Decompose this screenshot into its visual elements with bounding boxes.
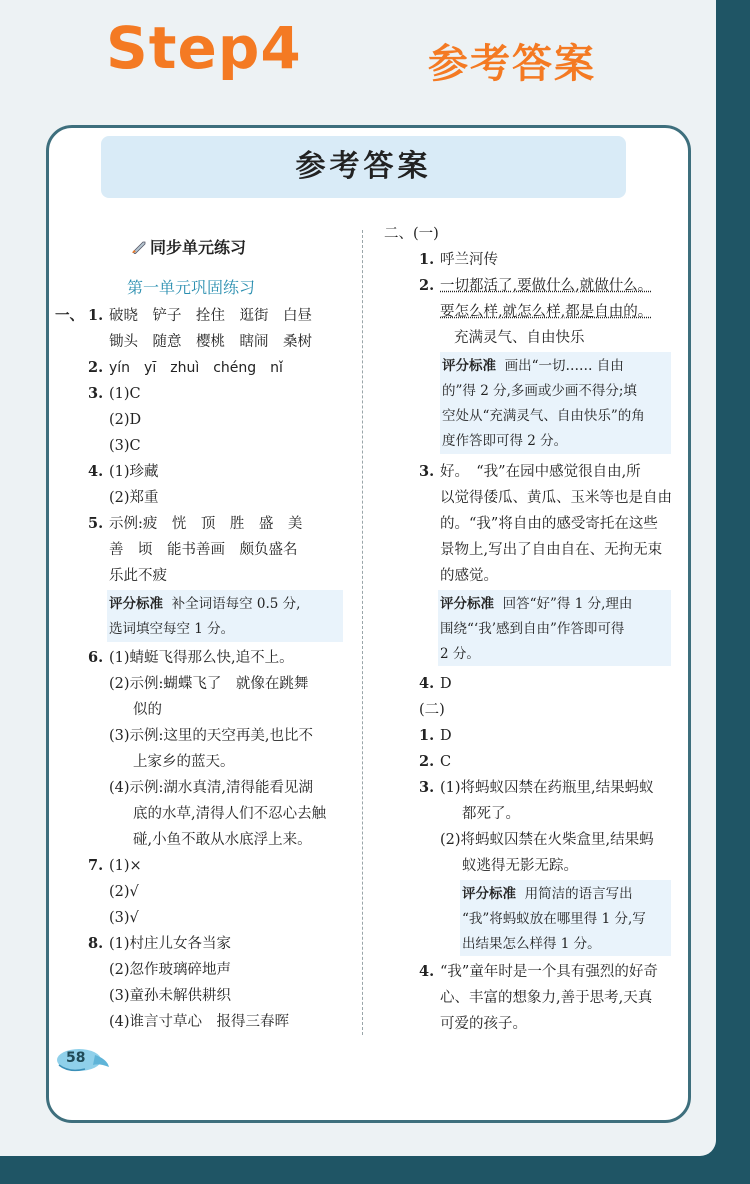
s4-line-3: 可爱的孩子。 bbox=[440, 1016, 527, 1032]
r2-score-line-2: 的”得 2 分,多画或少画不得分;填 bbox=[442, 383, 637, 399]
s3-number: 3. bbox=[419, 779, 435, 796]
r1-number: 1. bbox=[419, 251, 435, 268]
r3-line-4: 景物上,写出了自由自在、无拘无束 bbox=[440, 542, 663, 558]
q3-a: (1)C bbox=[109, 386, 141, 402]
s4-line-1: “我”童年时是一个具有强烈的好奇 bbox=[440, 964, 658, 980]
s3-1a: (1)将蚂蚁囚禁在药瓶里,结果蚂蚁 bbox=[440, 780, 654, 796]
q1-line-1: 破晓 铲子 拴住 逛街 白昼 bbox=[109, 308, 312, 324]
r3-number: 3. bbox=[419, 463, 435, 480]
q7-number: 7. bbox=[88, 857, 104, 874]
q1-number: 1. bbox=[88, 307, 104, 324]
q8-2: (2)忽作玻璃碎地声 bbox=[109, 962, 232, 978]
r3-score-line-2: 围绕“‘我’感到自由”作答即可得 bbox=[440, 621, 625, 637]
q6-1: (1)蜻蜓飞得那么快,追不上。 bbox=[109, 650, 294, 666]
s4-number: 4. bbox=[419, 963, 435, 980]
q8-1: (1)村庄儿女各当家 bbox=[109, 936, 232, 952]
s2-number: 2. bbox=[419, 753, 435, 770]
q6-3b: 上家乡的蓝天。 bbox=[133, 754, 235, 770]
s1-answer: D bbox=[440, 728, 452, 744]
s3-1b: 都死了。 bbox=[462, 806, 520, 822]
r3-line-3: 的。“我”将自由的感受寄托在这些 bbox=[440, 516, 658, 532]
r2-score-box bbox=[440, 352, 671, 454]
score-label: 评分标准 bbox=[442, 358, 496, 374]
q6-4b: 底的水草,清得人们不忍心去触 bbox=[133, 806, 327, 822]
q3-number: 3. bbox=[88, 385, 104, 402]
q4-a: (1)珍藏 bbox=[109, 464, 159, 480]
s3-score-box bbox=[460, 880, 671, 956]
q5-number: 5. bbox=[88, 515, 104, 532]
step-title: Step4 bbox=[106, 14, 302, 82]
r4-number: 4. bbox=[419, 675, 435, 692]
s3-score-line-2: “我”将蚂蚁放在哪里得 1 分,写 bbox=[462, 911, 646, 927]
page-number: 58 bbox=[66, 1050, 86, 1066]
q7-1: (1)× bbox=[109, 858, 142, 874]
q5-line-2: 善 顷 能书善画 颇负盛名 bbox=[109, 542, 298, 558]
score-label: 评分标准 bbox=[462, 886, 516, 902]
q6-2a: (2)示例:蝴蝶飞了 就像在跳舞 bbox=[109, 676, 309, 692]
r1-answer: 呼兰河传 bbox=[440, 252, 498, 268]
s2-answer: C bbox=[440, 754, 452, 770]
r3-score-box bbox=[438, 590, 671, 666]
q6-3a: (3)示例:这里的天空再美,也比不 bbox=[109, 728, 314, 744]
s3-2b: 蚁逃得无影无踪。 bbox=[462, 858, 578, 874]
q2-number: 2. bbox=[88, 359, 104, 376]
r3-line-5: 的感觉。 bbox=[440, 568, 498, 584]
answer-card bbox=[46, 125, 691, 1123]
r3-line-1: 好。 “我”在园中感觉很自由,所 bbox=[440, 464, 641, 480]
q2-pinyin: yín yī zhuì chéng nǐ bbox=[109, 360, 283, 376]
q6-4c: 碰,小鱼不敢从水底浮上来。 bbox=[133, 832, 312, 848]
r3-line-2: 以觉得倭瓜、黄瓜、玉米等也是自由 bbox=[440, 490, 672, 506]
step-subtitle: 参考答案 bbox=[428, 41, 596, 87]
q8-number: 8. bbox=[88, 935, 104, 952]
q3-c: (3)C bbox=[109, 438, 141, 454]
r2-line-3: 充满灵气、自由快乐 bbox=[454, 330, 585, 346]
r2-score-line-3: 空处从“充满灵气、自由快乐”的角 bbox=[442, 408, 645, 424]
q4-b: (2)郑重 bbox=[109, 490, 159, 506]
q5-score-text-1: 补全词语每空 0.5 分, bbox=[171, 596, 301, 612]
q8-3: (3)童孙未解供耕织 bbox=[109, 988, 232, 1004]
s3-score-line-1 bbox=[462, 884, 633, 904]
score-label: 评分标准 bbox=[440, 596, 494, 612]
section-title-text: 同步单元练习 bbox=[150, 238, 247, 257]
r2-score-line-4: 度作答即可得 2 分。 bbox=[442, 433, 568, 449]
q6-4a: (4)示例:湖水真清,清得能看见湖 bbox=[109, 780, 314, 796]
r2-number: 2. bbox=[419, 277, 435, 294]
r2-score-line-1 bbox=[442, 356, 624, 376]
q7-3: (3)√ bbox=[109, 910, 139, 926]
r4-answer: D bbox=[440, 676, 452, 692]
page-number-badge bbox=[55, 1045, 111, 1075]
q7-2: (2)√ bbox=[109, 884, 139, 900]
q5-line-1: 示例:疲 恍 顶 胜 盛 美 bbox=[109, 516, 303, 532]
s3-score-text-1: 用简洁的语言写出 bbox=[524, 886, 633, 902]
s1-number: 1. bbox=[419, 727, 435, 744]
unit-title: 第一单元巩固练习 bbox=[127, 278, 256, 297]
r2-line-2: 要怎么样,就怎么样,都是自由的。 bbox=[440, 304, 653, 320]
r2-line-1: 一切都活了,要做什么,就做什么。 bbox=[440, 278, 653, 294]
s3-2a: (2)将蚂蚁囚禁在火柴盒里,结果蚂 bbox=[440, 832, 654, 848]
s4-line-2: 心、丰富的想象力,善于思考,天真 bbox=[440, 990, 653, 1006]
q6-2b: 似的 bbox=[133, 702, 162, 718]
part-one-label: 一、 bbox=[55, 307, 84, 324]
q5-score-line-2: 选词填空每空 1 分。 bbox=[109, 621, 235, 637]
answer-banner: 参考答案 bbox=[101, 136, 626, 198]
q5-line-3: 乐此不疲 bbox=[109, 568, 167, 584]
q4-number: 4. bbox=[88, 463, 104, 480]
q1-line-2: 锄头 随意 樱桃 瞎闹 桑树 bbox=[109, 334, 312, 350]
q3-b: (2)D bbox=[109, 412, 142, 428]
r2-score-text-1: 画出“一切…… 自由 bbox=[504, 358, 624, 374]
q6-number: 6. bbox=[88, 649, 104, 666]
part-two-b-label: (二) bbox=[419, 702, 445, 718]
r3-score-line-1 bbox=[440, 594, 632, 614]
right-column bbox=[49, 128, 689, 1048]
q8-4: (4)谁言寸草心 报得三春晖 bbox=[109, 1014, 290, 1030]
part-two-label: 二、(一) bbox=[384, 226, 439, 242]
r3-score-line-3: 2 分。 bbox=[440, 646, 480, 662]
r3-score-text-1: 回答“好”得 1 分,理由 bbox=[502, 596, 633, 612]
s3-score-line-3: 出结果怎么样得 1 分。 bbox=[462, 936, 601, 952]
score-label: 评分标准 bbox=[109, 596, 163, 612]
